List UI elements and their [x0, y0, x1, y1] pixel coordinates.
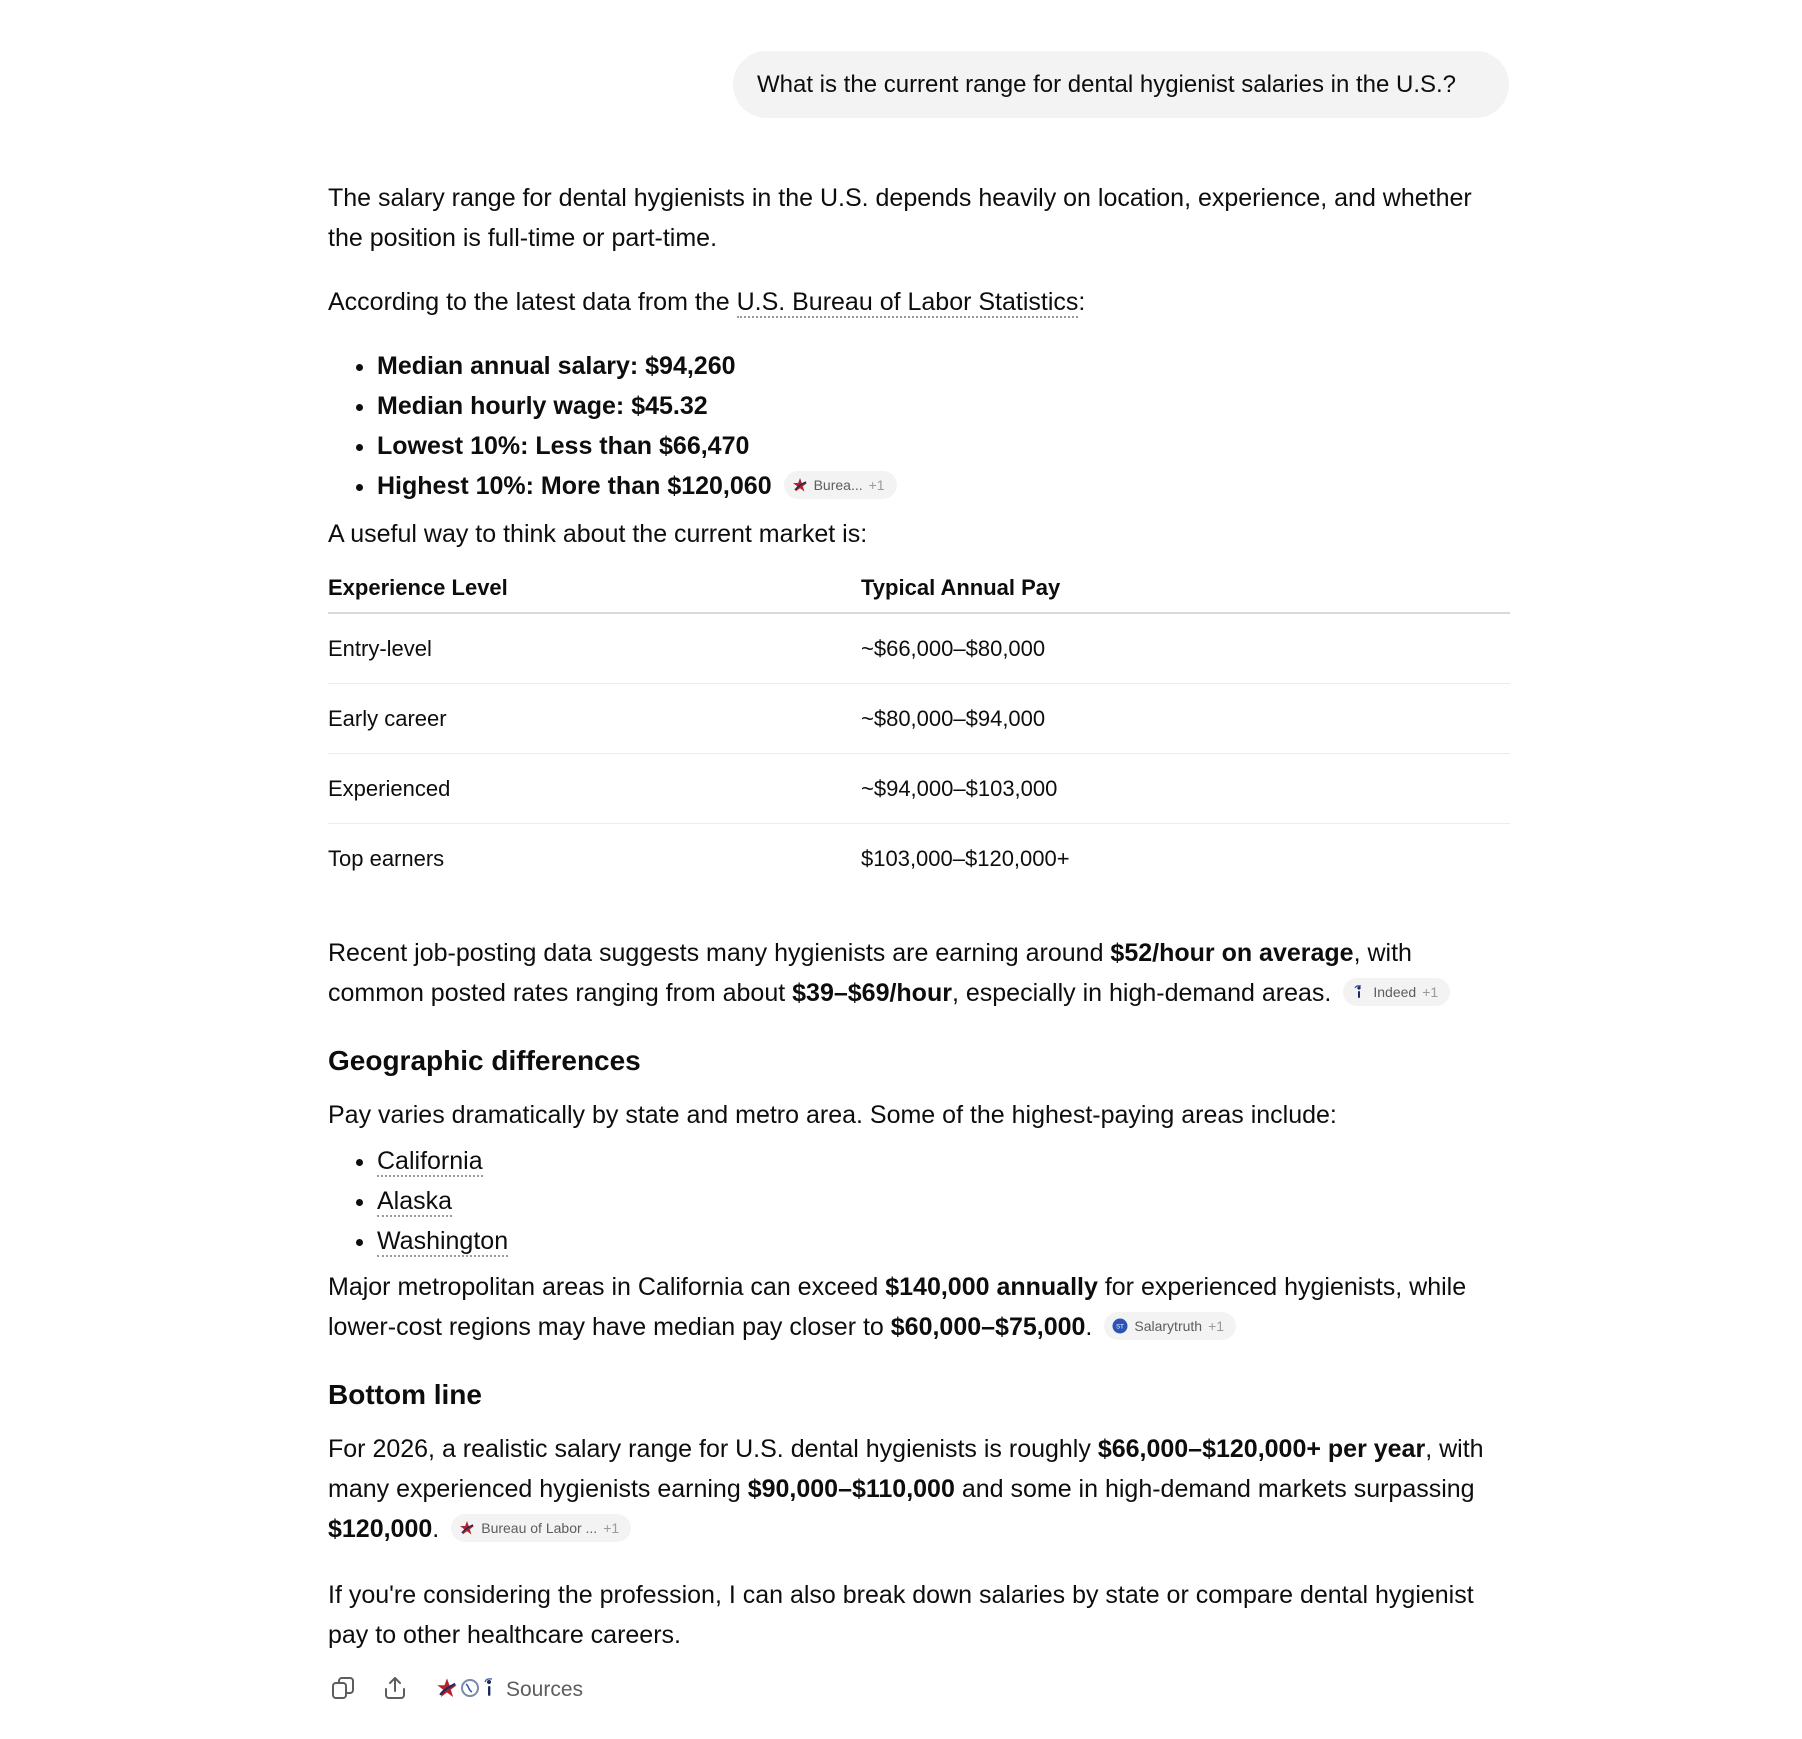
table-cell: Top earners — [328, 845, 445, 871]
header-typical-pay: Typical Annual Pay — [861, 564, 1510, 613]
stat-lowest-10: Lowest 10%: Less than $66,470 — [377, 432, 750, 460]
chip-label: Salarytruth — [1134, 1318, 1203, 1335]
assistant-response — [328, 178, 1510, 1655]
table-intro: A useful way to think about the current market is: — [328, 520, 868, 548]
recent-text-3: , especially in high-demand areas. — [951, 979, 1332, 1007]
table-cell: Early career — [328, 684, 861, 754]
chip-label: Indeed — [1373, 984, 1417, 1001]
recent-bold-2: $39–$69/hour — [792, 979, 952, 1007]
bls-star-icon — [459, 1520, 475, 1536]
metro-paragraph — [328, 1267, 1510, 1347]
table-cell: Entry-level — [328, 613, 861, 684]
bottom-text-4: . — [432, 1515, 440, 1543]
stats-list — [328, 346, 1510, 506]
bottom-line-heading: Bottom line — [328, 1379, 482, 1410]
list-item — [377, 426, 1510, 466]
pay-table — [328, 564, 1510, 893]
recent-bold-1: $52/hour on average — [1110, 939, 1354, 967]
stat-median-hourly: Median hourly wage: $45.32 — [377, 392, 708, 420]
copy-icon — [330, 1675, 356, 1706]
user-message-text: What is the current range for dental hygienist salaries in the U.S.? — [757, 70, 1457, 98]
according-paragraph — [328, 282, 1510, 322]
citation-chip-indeed[interactable] — [1343, 978, 1450, 1006]
chip-label: Bureau of Labor ... — [481, 1520, 598, 1537]
sources-label: Sources — [506, 1678, 584, 1701]
geo-intro: Pay varies dramatically by state and metro area. Some of the highest-paying areas include: — [328, 1101, 1337, 1129]
table-row — [328, 613, 1510, 684]
stat-median-annual: Median annual salary: $94,260 — [377, 352, 736, 380]
header-experience-level: Experience Level — [328, 564, 861, 613]
recent-text-2: , with common posted rates ranging from about — [328, 939, 1412, 1007]
metro-text-1: Major metropolitan areas in California can exceed — [328, 1273, 886, 1301]
table-header-row — [328, 564, 1510, 613]
user-message-bubble — [733, 51, 1509, 118]
metro-bold-1: $140,000 annually — [885, 1273, 1098, 1301]
metro-text-2: for experienced hygienists, while lower-cost regions may have median pay closer to — [328, 1273, 1467, 1341]
table-row — [328, 824, 1510, 894]
bottom-text-3: and some in high-demand markets surpassing — [954, 1475, 1475, 1503]
recent-data-paragraph — [328, 933, 1510, 1013]
list-item — [377, 1181, 1510, 1221]
indeed-icon — [482, 1677, 496, 1704]
response-actions — [328, 1672, 583, 1708]
state-link-washington[interactable]: Washington — [377, 1227, 509, 1255]
indeed-icon — [1351, 984, 1367, 1000]
list-item — [377, 1141, 1510, 1181]
table-row — [328, 754, 1510, 824]
chip-plus: +1 — [1422, 984, 1439, 1001]
metro-bold-2: $60,000–$75,000 — [890, 1313, 1086, 1341]
table-cell: Experienced — [328, 754, 861, 824]
intro-paragraph: The salary range for dental hygienists in the U.S. depends heavily on location, experience, and whether the position is full-time or part-time. — [328, 184, 1472, 252]
table-cell: ~$80,000–$94,000 — [861, 684, 1510, 754]
chip-plus: +1 — [603, 1520, 620, 1537]
source-favicons — [436, 1677, 496, 1704]
list-item — [377, 346, 1510, 386]
bottom-bold-3: $120,000 — [328, 1515, 433, 1543]
states-list — [328, 1141, 1510, 1261]
chip-plus: +1 — [868, 477, 885, 494]
geo-heading: Geographic differences — [328, 1045, 641, 1076]
list-item — [377, 466, 1510, 506]
chip-label: Burea... — [813, 477, 863, 494]
table-row — [328, 684, 1510, 754]
svg-text:ST: ST — [1116, 1324, 1125, 1331]
state-link-alaska[interactable]: Alaska — [377, 1187, 453, 1215]
list-item — [377, 386, 1510, 426]
bls-link[interactable]: U.S. Bureau of Labor Statistics — [736, 288, 1079, 316]
bottom-line-paragraph — [328, 1429, 1510, 1549]
copy-button[interactable] — [328, 1675, 358, 1705]
table-cell: ~$66,000–$80,000 — [861, 613, 1510, 684]
according-prefix: According to the latest data from the — [328, 288, 737, 316]
chip-plus: +1 — [1208, 1318, 1225, 1335]
citation-chip-bls-long[interactable] — [451, 1514, 631, 1542]
table-cell: $103,000–$120,000+ — [861, 845, 1070, 871]
bls-star-icon — [792, 477, 808, 493]
recent-text-1: Recent job-posting data suggests many hygienists are earning around — [328, 939, 1111, 967]
sources-button[interactable] — [432, 1675, 583, 1705]
closing-paragraph: If you're considering the profession, I can also break down salaries by state or compare dental hygienist pay to other healthcare careers. — [328, 1581, 1474, 1649]
share-icon — [382, 1675, 408, 1706]
bottom-bold-2: $90,000–$110,000 — [747, 1475, 955, 1503]
bls-star-icon — [436, 1677, 458, 1704]
metro-text-3: . — [1085, 1313, 1093, 1341]
bottom-bold-1: $66,000–$120,000+ per year — [1097, 1435, 1426, 1463]
citation-chip-salarytruth[interactable] — [1104, 1312, 1236, 1340]
share-button[interactable] — [380, 1675, 410, 1705]
salarytruth-icon — [1112, 1318, 1128, 1334]
stat-highest-10: Highest 10%: More than $120,060 — [377, 472, 772, 500]
list-item — [377, 1221, 1510, 1261]
table-cell: ~$94,000–$103,000 — [861, 754, 1510, 824]
bottom-text-1: For 2026, a realistic salary range for U.S. dental hygienists is roughly — [328, 1435, 1098, 1463]
globe-icon — [460, 1678, 480, 1703]
state-link-california[interactable]: California — [377, 1147, 483, 1175]
bottom-text-2: , with many experienced hygienists earning — [328, 1435, 1484, 1503]
according-suffix: : — [1078, 288, 1086, 316]
citation-chip-bls[interactable] — [784, 471, 897, 499]
